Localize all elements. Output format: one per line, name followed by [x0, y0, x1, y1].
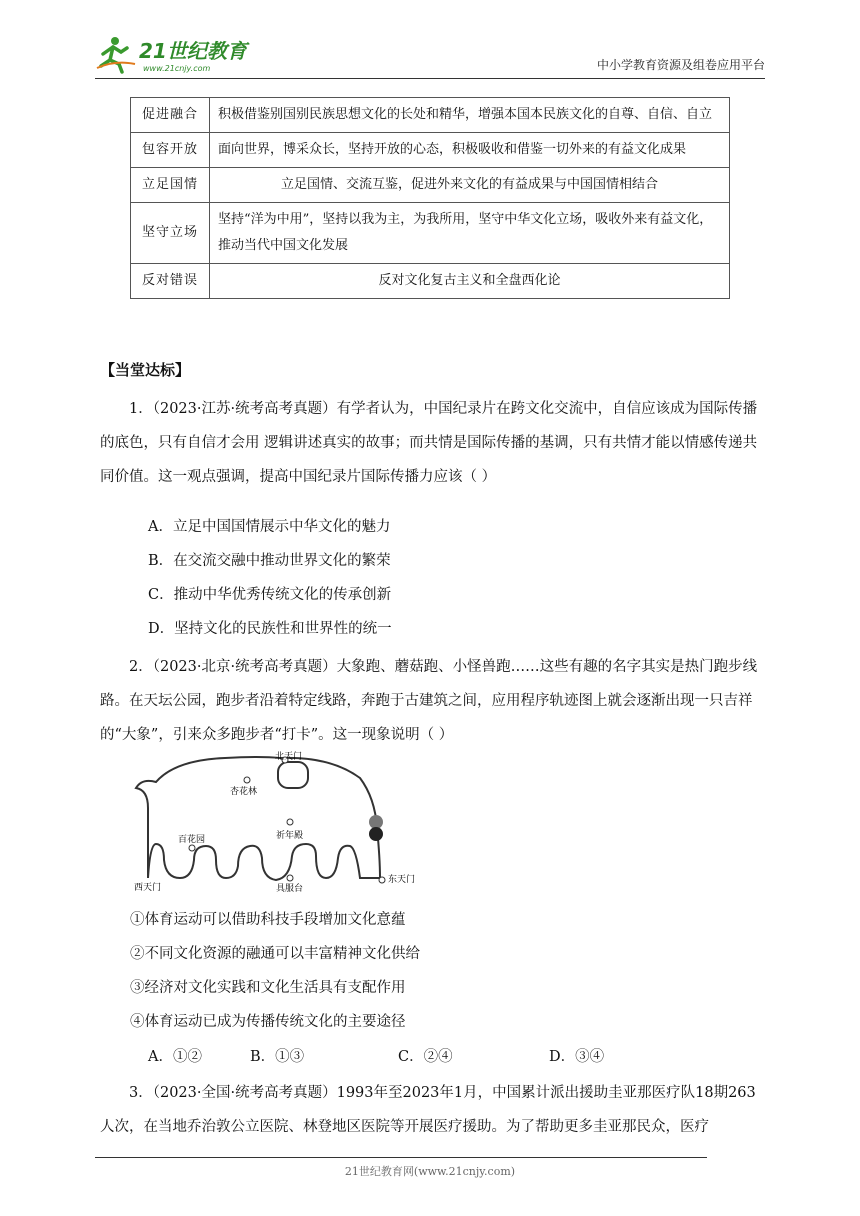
q2-statement-3: ③经济对文化实践和文化生活具有支配作用 [130, 980, 406, 996]
q2-statement-4: ④体育运动已成为传播传统文化的主要途径 [130, 1014, 406, 1030]
label-west: 西天门 [134, 883, 162, 893]
garden-point [189, 845, 195, 851]
runner-icon [97, 37, 135, 72]
marker-grey [369, 815, 383, 829]
platform-name: 中小学教育资源及组卷应用平台 [596, 58, 765, 72]
svg-text:21世纪教育: 21世纪教育 [139, 39, 247, 63]
table-row [131, 133, 730, 168]
qinian-point [287, 819, 293, 825]
jufu-point [287, 875, 293, 881]
label-qinian: 祈年殿 [276, 831, 304, 841]
table-row [131, 98, 730, 133]
q2-answer-b: B．①③ [250, 1049, 305, 1065]
q2-statement-1: ①体育运动可以借助科技手段增加文化意蕴 [130, 912, 406, 928]
label-east: 东天门 [388, 875, 416, 885]
row-key: 促进融合 [131, 98, 210, 133]
q2-answer-a: A．①② [148, 1049, 202, 1065]
row-value: 积极借鉴别国别民族思想文化的长处和精华，增强本国本民族文化的自尊、自信、自立 [210, 98, 730, 133]
question-3-text: 3．（2023·全国·统考高考真题）1993年至2023年1月，中国累计派出援助圭亚那医疗队18期263人次，在当地乔治敦公立医院、林登地区医院等开展医疗援助。为了帮助更多圭亚那民众，医疗 [100, 1085, 756, 1135]
elephant-route-map [130, 748, 430, 898]
label-hundred: 百花园 [178, 835, 206, 845]
section-title: 【当堂达标】 [100, 361, 191, 379]
row-key: 反对错误 [131, 264, 210, 299]
q2-statement-2: ②不同文化资源的融通可以丰富精神文化供给 [130, 946, 420, 962]
culture-table [130, 97, 730, 299]
q1-option-d: D．坚持文化的民族性和世界性的统一 [148, 621, 392, 637]
question-2-text: 2．（2023·北京·统考高考真题）大象跑、蘑菇跑、小怪兽跑……这些有趣的名字其实是热门跑步线路。在天坛公园，跑步者沿着特定线路，奔跑于古建筑之间，应用程序轨迹图上就会逐渐出现一只吉祥的“大象”，引来众多跑步者“打卡”。这一现象说明（ ） [100, 659, 758, 743]
marker-black [369, 827, 383, 841]
svg-text:www.21cnjy.com: www.21cnjy.com [143, 64, 211, 73]
row-key: 立足国情 [131, 168, 210, 203]
site-logo [95, 34, 265, 74]
footer-divider [95, 1157, 707, 1158]
label-apricot: 杏花林 [230, 787, 258, 797]
question-1-text: 1．（2023·江苏·统考高考真题）有学者认为，中国纪录片在跨文化交流中，自信应该成为国际传播的底色，只有自信才会用 逻辑讲述真实的故事；而共情是国际传播的基调，只有共情才能以情感传递共同价值。这一观点强调，提高中国纪录片国际传播力应该（ ） [100, 401, 758, 485]
q1-option-a: A．立足中国国情展示中华文化的魅力 [148, 519, 391, 535]
row-value: 坚持“洋为中用”，坚持以我为主，为我所用，坚守中华文化立场，吸收外来有益文化，推动当代中国文化发展 [210, 203, 730, 264]
route-path [136, 757, 380, 880]
q1-option-b: B．在交流交融中推动世界文化的繁荣 [148, 553, 391, 569]
apricot-point [244, 777, 250, 783]
row-value: 反对文化复古主义和全盘西化论 [210, 264, 730, 299]
page-header [95, 30, 765, 78]
ear-loop [278, 762, 308, 788]
footer-text: 21世纪教育网(www.21cnjy.com) [344, 1165, 516, 1178]
label-north: 北天门 [275, 752, 303, 762]
table-row [131, 168, 730, 203]
label-jufu: 具服台 [276, 884, 304, 894]
east-gate-point [379, 877, 385, 883]
q2-answer-c: C．②④ [398, 1049, 453, 1065]
row-value: 立足国情、交流互鉴，促进外来文化的有益成果与中国国情相结合 [210, 168, 730, 203]
q1-option-c: C．推动中华优秀传统文化的传承创新 [148, 587, 392, 603]
row-value: 面向世界，博采众长，坚持开放的心态，积极吸收和借鉴一切外来的有益文化成果 [210, 133, 730, 168]
table-row [131, 203, 730, 264]
row-key: 包容开放 [131, 133, 210, 168]
row-key: 坚守立场 [131, 203, 210, 264]
table-row [131, 264, 730, 299]
header-divider [95, 78, 765, 79]
q2-answer-d: D．③④ [549, 1049, 605, 1065]
